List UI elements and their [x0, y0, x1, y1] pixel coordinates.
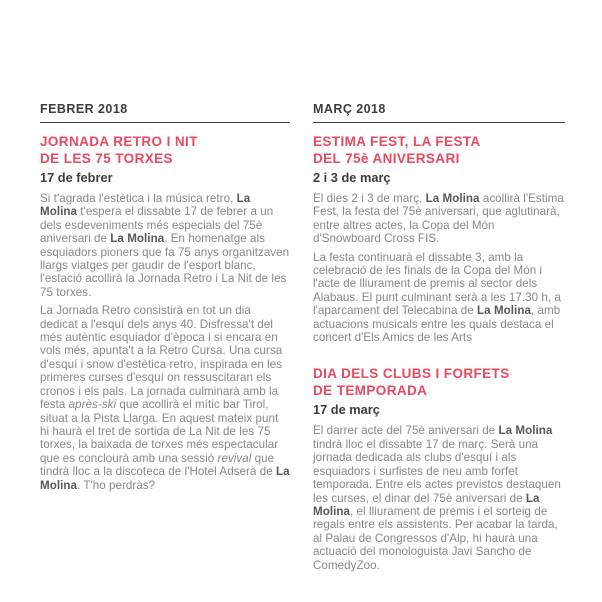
month-header-march: MARÇ 2018	[313, 102, 386, 116]
paragraph: El darrer acte del 75è aniversari de La Molina tindrà lloc el dissabte 17 de març. Serà una jornada dedicada als clubs d'esquí i als esquiadors i surfistes de neu amb forfet temporada. Entre els actes previstos destaquen les curses, el dinar del 75è aniversari de La Molina, el lliurament de premis i el sorteig de regals entre els assistents. Per acabar la tarda, al Palau de Congressos d'Alp, hi haurà una actuació del monologuista Javi Sancho de ComedyZoo.	[313, 424, 561, 572]
section-dia-dels-clubs	[313, 366, 565, 571]
section-date: 2 i 3 de març	[313, 170, 391, 185]
paragraph: Si t'agrada l'estètica i la música retro, La Molina t'espera el dissabte 17 de febrer a un dels esdeveniments més especials del 75è aniversari de La Molina. En homenatge als esquiadors pioners que fa 75 anys organitzaven llargs viatges per gaudir de l'esport blanc, l'estació acollirà la Jornada Retro i La Nit de les 75 torxes.	[40, 192, 290, 299]
paragraph: El dies 2 i 3 de març, La Molina acollirà l'Estima Fest, la festa del 75è aniversari, que aglutinarà, entre altres actes, la Copa del Món d'Snowboard Cross FIS.	[313, 192, 564, 246]
section-title-line: ESTIMA FEST, LA FESTA	[313, 134, 481, 149]
section-title-line: DEL 75è ANIVERSARI	[313, 150, 460, 166]
section-title-jornada-retro	[40, 134, 290, 167]
paragraph: La Jornada Retro consistirà en tot un dia dedicat a l'esquí dels anys 40. Disfressa't del més autèntic esquiador d'època i si encara en vols més, apunta't a la Retro Cursa. Una cursa d'esquí i snow d'estètica retro, inspirada en les primeres curses d'esquí on ressuscitaran els cronos i els pals. La jornada culminarà amb la festa après-ski que acollirà el mític bar Tirol, situat a la Pista Llarga. En aquest mateix punt hi haurà el tret de sortida de La Nit de les 75 torxes, la baixada de torxes més espectacular que es conclourà amb una sessió revival que tindrà lloc a la discoteca de l'Hotel Adserà de La Molina. T'ho perdràs?	[40, 304, 290, 492]
month-divider-march	[313, 122, 565, 123]
section-title-line: JORNADA RETRO I NIT	[40, 134, 198, 149]
section-title-line: DE LES 75 TORXES	[40, 150, 173, 166]
section-title-line: DE TEMPORADA	[313, 382, 428, 398]
paragraph: La festa continuarà el dissabte 3, amb la celebració de les finals de la Copa del Món i l'acte de lliurament de premis al sector dels Alabaus. El punt culminant serà a les 17.30 h, a l'aparcament del Telecabina de La Molina, amb actuacions musicals entre les quals destaca el concert d'Els Amics de les Arts	[313, 250, 561, 345]
column-march	[313, 102, 565, 602]
month-divider-february	[40, 122, 290, 123]
section-title-dia-dels-clubs	[313, 366, 565, 399]
section-date: 17 de març	[313, 402, 380, 418]
section-date: 17 de febrer	[40, 170, 113, 185]
section-title-line: DIA DELS CLUBS I FORFETS	[313, 366, 510, 382]
month-header-february: FEBRER 2018	[40, 102, 128, 116]
section-estima-fest	[313, 134, 565, 344]
section-title-estima-fest	[313, 134, 565, 167]
column-february	[40, 102, 290, 602]
section-jornada-retro	[40, 134, 290, 492]
